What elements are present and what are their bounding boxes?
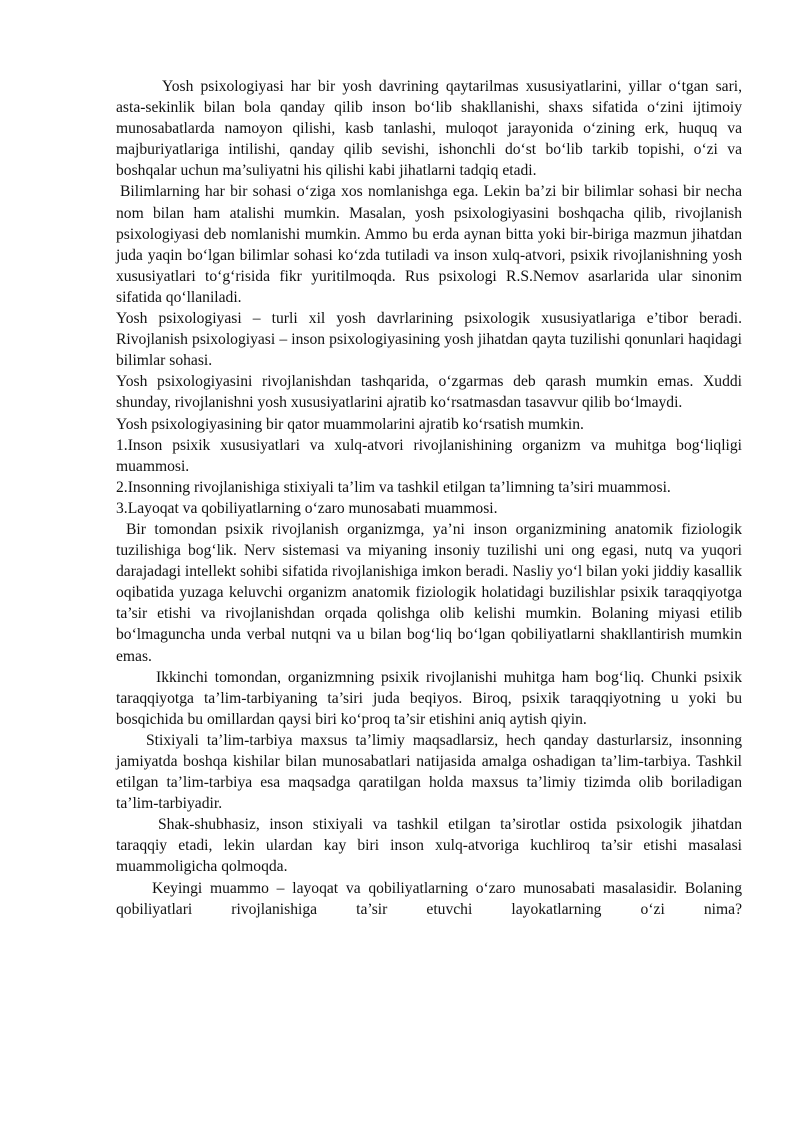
list-item-problem-3: 3.Layoqat va qobiliyatlarning o‘zaro munosabati muammosi. (116, 499, 498, 517)
paragraph-next-problem: Keyingi muammo – layoqat va qobiliyatlarning o‘zaro munosabati masalasidir. Bolaning qobiliyatlari rivojlanishiga ta’sir etuvchi layokatlarning o‘zi nima? (116, 879, 742, 918)
paragraph-doubtless: Shak-shubhasiz, inson stixiyali va tashkil etilgan ta’sirotlar ostida psixologik jihatdan taraqqiy etadi, lekin ulardan kay biri inson xulq-atvoriga kuchliroq ta’sir etishi masalasi muammoligicha qolmoqda. (116, 816, 742, 876)
paragraph-naming: Bilimlarning har bir sohasi o‘ziga xos nomlanishga ega. Lekin ba’zi bir bilimlar sohasi bir necha nom bilan ham atalishi mumkin. Masalan, yosh psixologiyasini boshqacha qilib, rivojlanish psixologiyasi deb nomlanishi mumkin. Ammo bu erda aynan bitta yoki bir-biriga mazmun jihatdan juda yaqin bo‘lgan bilimlar sohasi ko‘zda tutiladi va inson xulq-atvori, psixik rivojlanishning yosh xususiyatlari to‘g‘risida fikr yuritilmoqda. Rus psixologi R.S.Nemov asarlarida ular sinonim sifatida qo‘llaniladi. (116, 183, 742, 306)
paragraph-intro: Yosh psixologiyasi har bir yosh davrining qaytarilmas xususiyatlarini, yillar o‘tgan sari, asta-sekinlik bilan bola qanday qilib inson bo‘lib shakllanishi, shaxs sifatida o‘zini ijtimoiy munosabatlarda namoyon qilishi, kasb tanlashi, muloqot jarayonida o‘zining erk, huquq va majburiyatlariga intilishi, qanday qilib sevishi, ishonchli do‘st bo‘lib tarkib topishi, o‘zi va boshqalar uchun ma’suliyatni his qilishi kabi jihatlarni tadqiq etadi. (116, 78, 742, 180)
list-item-problem-1: 1.Inson psixik xususiyatlari va xulq-atvori rivojlanishining organizm va muhitga bog‘liqligi muammosi. (116, 436, 742, 475)
paragraph-definitions: Yosh psixologiyasi – turli xil yosh davrlarining psixologik xususiyatlariga e’tibor beradi. Rivojlanish psixologiyasi – inson psixologiyasining yosh jihatdan qayta tuzilishi qonunlari haqidagi bilimlar sohasi. (116, 310, 742, 370)
paragraph-environment: Ikkinchi tomondan, organizmning psixik rivojlanishi muhitga ham bog‘liq. Chunki psixik taraqqiyotga ta’lim-tarbiyaning ta’siri juda beqiyos. Biroq, psixik taraqqiyotning u yoki bu bosqichida bu omillardan qaysi biri ko‘proq ta’sir etishini aniq aytish qiyin. (116, 668, 742, 728)
paragraph-spontaneous-education: Stixiyali ta’lim-tarbiya maxsus ta’limiy maqsadlarsiz, hech qanday dasturlarsiz, insonning jamiyatda boshqa kishilar bilan munosabatlari natijasida amalga oshadigan ta’lim-tarbiya. Tashkil etilgan ta’lim-tarbiya esa maqsadga qaratilgan holda maxsus ta’limiy tizimda olib boriladigan ta’lim-tarbiyadir. (116, 731, 742, 813)
list-item-problem-2: 2.Insonning rivojlanishiga stixiyali ta’lim va tashkil etilgan ta’limning ta’siri muammosi. (116, 478, 671, 496)
paragraph-problems-intro: Yosh psixologiyasining bir qator muammolarini ajratib ko‘rsatish mumkin. (116, 415, 584, 433)
document-page (116, 76, 742, 920)
paragraph-organism: Bir tomondan psixik rivojlanish organizmga, ya’ni inson organizmining anatomik fiziologik tuzilishiga bog‘lik. Nerv sistemasi va miyaning insoniy tuzilishi uni ong egasi, nutq va yuqori darajadagi intellekt sohibi sifatida rivojlanishiga imkon beradi. Nasliy yo‘l bilan yoki jiddiy kasallik oqibatida yuzaga keluvchi organizm anatomik fiziologik holatidagi buzilishlar psixik taraqqiyotga ta’sir etishi va rivojlanishdan orqada qolishga olib kelishi mumkin. Bolaning miyasi etilib bo‘lmaguncha unda verbal nutqni va u bilan bog‘liq bo‘lgan qobiliyatlarni shakllantirish mumkin emas. (116, 520, 742, 665)
paragraph-development: Yosh psixologiyasini rivojlanishdan tashqarida, o‘zgarmas deb qarash mumkin emas. Xuddi shunday, rivojlanishni yosh xususiyatlarini ajratib ko‘rsatmasdan tasavvur qilib bo‘lmaydi. (116, 373, 742, 412)
